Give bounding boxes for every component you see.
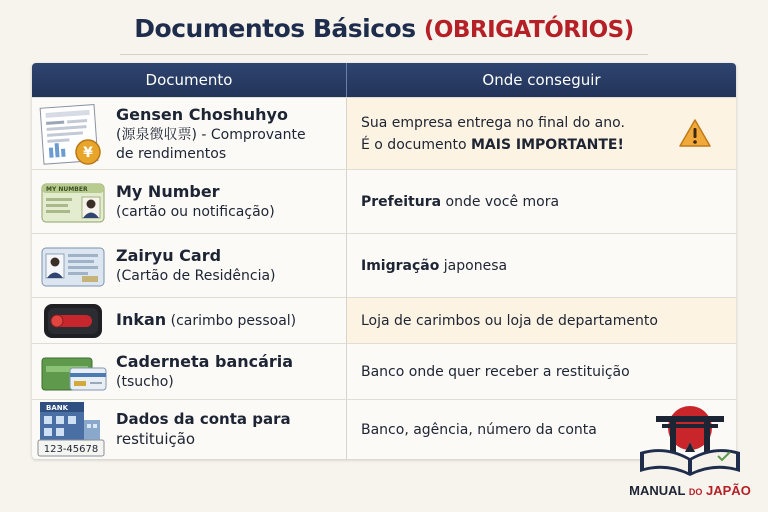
- document-text: [116, 181, 275, 222]
- document-text: [116, 310, 296, 331]
- income-certificate-icon: [32, 98, 116, 169]
- where-text-line2: É o documento: [361, 136, 471, 153]
- table-row: [32, 169, 736, 233]
- document-detail: restituição: [116, 429, 196, 448]
- document-name: My Number: [116, 182, 220, 201]
- account-number: 123-45678: [43, 444, 99, 455]
- document-text: [116, 410, 346, 450]
- where-cell: [347, 234, 736, 297]
- bank-building-icon: [32, 400, 116, 459]
- where-emphasis: Imigração: [361, 257, 440, 274]
- header-document: Documento: [32, 63, 347, 97]
- document-detail: (Cartão de Residência): [116, 268, 276, 284]
- where-cell: [347, 344, 736, 399]
- table-row: [32, 97, 736, 169]
- document-name: Caderneta bancária: [116, 351, 294, 371]
- table-row: [32, 343, 736, 399]
- svg-text:¥: ¥: [83, 145, 93, 161]
- document-detail: (carimbo pessoal): [166, 313, 297, 329]
- document-text: [116, 104, 306, 164]
- where-cell: [347, 170, 736, 233]
- where-emphasis: MAIS IMPORTANTE!: [470, 136, 624, 153]
- where-emphasis: Prefeitura: [361, 193, 442, 210]
- where-text: onde você mora: [441, 193, 560, 210]
- document-name: Zairyu Card: [116, 246, 222, 265]
- title-main: Documentos Básicos: [134, 14, 416, 43]
- my-number-card-icon: [32, 170, 116, 233]
- where-text: Loja de carimbos ou loja de departamento: [361, 312, 658, 329]
- document-cell: [32, 98, 347, 169]
- where-cell: [347, 98, 736, 169]
- document-detail: (cartão ou notificação): [116, 204, 275, 220]
- document-detail: (tsucho): [116, 373, 174, 390]
- logo-word-do: DO: [688, 487, 703, 497]
- document-text: [116, 245, 276, 286]
- page-title: [0, 14, 768, 43]
- table-header: [32, 63, 736, 97]
- document-detail-cont: de rendimentos: [116, 145, 227, 162]
- bank-label: BANK: [46, 404, 69, 412]
- document-name: Gensen Choshuhyo: [116, 104, 288, 124]
- brand-logo: [626, 402, 754, 498]
- where-text: japonesa: [439, 257, 508, 274]
- document-detail: (源泉徴収票) - Comprovante: [116, 126, 306, 143]
- header-where: Onde conseguir: [482, 71, 601, 89]
- title-divider: [120, 54, 648, 55]
- where-text: Banco, agência, número da conta: [361, 421, 597, 438]
- document-cell: [32, 170, 347, 233]
- logo-word-japao: JAPÃO: [706, 483, 751, 498]
- bankbook-icon: [32, 344, 116, 399]
- warning-icon: [678, 118, 712, 148]
- documents-table: [32, 63, 736, 459]
- document-cell: [32, 234, 347, 297]
- torii-book-icon: [626, 402, 754, 482]
- where-text: Sua empresa entrega no final do ano.: [361, 114, 625, 131]
- logo-word-manual: MANUAL: [629, 483, 686, 498]
- title-required: (OBRIGATÓRIOS): [423, 17, 634, 43]
- residence-card-icon: [32, 234, 116, 297]
- document-text: [116, 352, 346, 392]
- stamp-icon: [32, 298, 116, 343]
- document-name: Inkan: [116, 310, 167, 329]
- card-label: MY NUMBER: [46, 186, 88, 193]
- document-cell: [32, 344, 347, 399]
- logo-wordmark: [626, 483, 754, 498]
- where-cell: [347, 298, 736, 343]
- document-cell: [32, 400, 347, 459]
- document-cell: [32, 298, 347, 343]
- document-name: Dados da conta para: [116, 409, 291, 428]
- table-row: [32, 297, 736, 343]
- where-text: Banco onde quer receber a restituição: [361, 363, 630, 380]
- table-row: [32, 233, 736, 297]
